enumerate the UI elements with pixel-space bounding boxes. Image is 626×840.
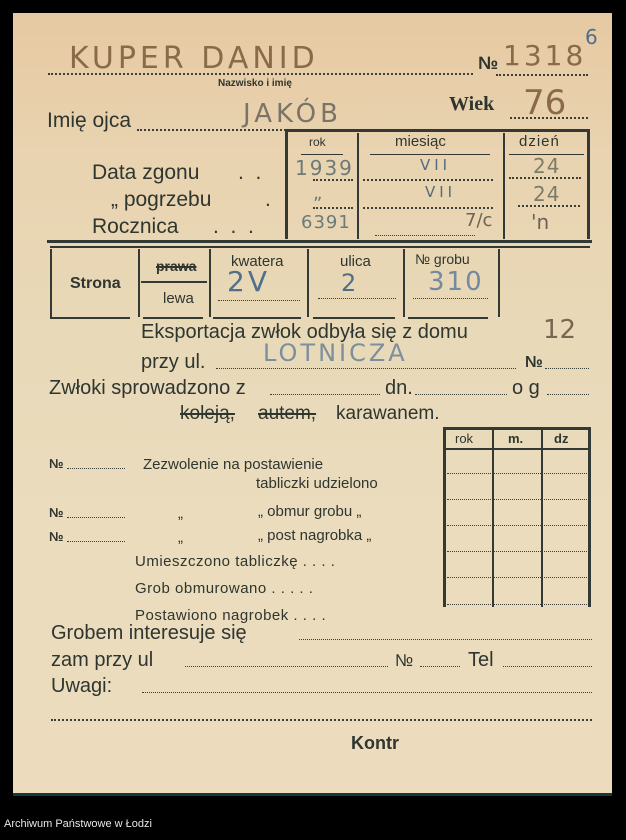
- permit-no-label: №: [49, 529, 64, 544]
- address-dotline: [185, 666, 388, 667]
- notes-label: Uwagi:: [51, 675, 113, 697]
- grave-no-value: 310: [428, 267, 484, 297]
- side-left: lewa: [163, 290, 194, 307]
- dates-col-divider-1: [357, 133, 359, 239]
- grave-col-line: [138, 249, 140, 317]
- side-divider: [141, 281, 207, 283]
- row-dotline: [313, 179, 353, 181]
- row-dotline: [375, 235, 475, 236]
- mini-col-m: m.: [508, 431, 524, 446]
- dots: . . .: [213, 215, 254, 238]
- hour-label: o g: [512, 377, 540, 399]
- grave-col-line: [209, 249, 211, 317]
- mini-header-line: [445, 448, 588, 450]
- dates-table-top: [285, 129, 590, 132]
- permit-text-a: Zezwolenie na postawienie: [143, 456, 324, 473]
- death-day: 24: [533, 154, 561, 178]
- mini-row-line: [447, 577, 587, 578]
- grave-table-bottom: [313, 317, 395, 319]
- mini-row-line: [447, 525, 587, 526]
- day-dotline: [415, 394, 507, 395]
- interested-dotline: [299, 639, 592, 640]
- permit-tomb-text: „ post nagrobka „: [258, 527, 372, 544]
- rok-underline: [301, 154, 343, 155]
- mini-col-line: [492, 429, 494, 607]
- age-label: Wiek: [449, 93, 495, 115]
- permit-no-dotline: [67, 517, 125, 518]
- row-dotline: [313, 207, 353, 209]
- age-value: 76: [523, 83, 567, 123]
- export-no-label: №: [525, 354, 543, 371]
- notes-dotline: [142, 692, 592, 693]
- notes-dotline-2: [51, 719, 592, 721]
- permit-no-dotline: [67, 468, 125, 469]
- mini-table-right: [588, 427, 591, 607]
- export-line: Eksportacja zwłok odbyła się z domu: [141, 321, 468, 343]
- anniversary-month: 7/c: [465, 210, 493, 231]
- quarter-label: kwatera: [231, 253, 284, 270]
- dates-table-bottom: [47, 240, 592, 243]
- father-label: Imię ojca: [47, 109, 132, 132]
- grave-table-top: [50, 246, 590, 248]
- grave-no-dotline: [413, 298, 488, 299]
- transport-label: Zwłoki sprowadzono z: [49, 377, 246, 399]
- contact-no-label: №: [395, 651, 414, 670]
- day-label: dn.: [385, 377, 413, 399]
- tel-dotline: [503, 666, 592, 667]
- name-handwritten: KUPER DANID: [69, 41, 319, 76]
- mini-table-top: [443, 427, 591, 430]
- name-dotline: [48, 73, 473, 75]
- tel-label: Tel: [468, 649, 494, 671]
- row-dotline: [363, 207, 493, 209]
- grave-col-line: [403, 249, 405, 317]
- mini-col-dz: dz: [554, 431, 569, 446]
- death-record-card: [13, 13, 612, 796]
- mini-col-rok: rok: [455, 431, 474, 446]
- permit-text-b: tabliczki udzielono: [256, 475, 378, 492]
- burial-month: VII: [425, 183, 457, 201]
- burial-year: „: [313, 183, 327, 204]
- ditto-mark: „: [178, 505, 183, 522]
- mode-car-struck: autem,: [258, 403, 317, 424]
- ditto-mark: „: [178, 529, 183, 546]
- street-dotline: [216, 368, 516, 369]
- mini-row-line: [447, 551, 587, 552]
- number-dotline: [496, 74, 588, 76]
- permit-no-label: №: [49, 505, 64, 520]
- export-no-dotline: [545, 368, 589, 369]
- anniversary-day: 'n: [531, 210, 550, 234]
- control-label: Kontr: [351, 733, 399, 753]
- mini-row-line: [447, 499, 587, 500]
- grave-table-bottom: [50, 317, 130, 319]
- dots: . .: [238, 161, 262, 184]
- anniversary-year: 6391: [301, 212, 351, 233]
- street-prefix: przy ul.: [141, 351, 206, 373]
- mini-row-line: [447, 473, 587, 474]
- grave-col-line: [498, 249, 500, 317]
- mode-rail-struck: koleją,: [180, 403, 235, 424]
- mini-row-line: [447, 604, 587, 605]
- hour-dotline: [547, 394, 589, 395]
- status-plaque: Umieszczono tabliczkę . . . .: [135, 553, 336, 570]
- archive-caption: Archiwum Państwowe w Łodzi: [4, 818, 152, 830]
- mini-col-line: [541, 429, 543, 607]
- quarter-value: 2V: [227, 265, 270, 298]
- grave-table-bottom: [213, 317, 301, 319]
- father-value: JAKÓB: [243, 99, 342, 129]
- house-no-value: 12: [543, 315, 577, 345]
- age-dotline: [510, 117, 588, 119]
- mode-hearse: karawanem.: [336, 403, 440, 424]
- dots: .: [265, 188, 271, 211]
- interested-label: Grobem interesuje się: [51, 622, 247, 644]
- permit-no-dotline: [67, 541, 125, 542]
- permit-no-label: №: [49, 456, 64, 471]
- row-dotline: [363, 179, 493, 181]
- row-label-anniversary: Rocznica: [92, 215, 179, 238]
- col-miesiac: miesiąc: [395, 133, 446, 150]
- dates-table-left: [285, 129, 288, 239]
- number-value: 1318: [503, 39, 587, 72]
- dates-table-right: [587, 129, 590, 239]
- grave-no-label: № grobu: [415, 251, 470, 267]
- street-dotline: [318, 298, 396, 299]
- side-right-struck: prawa: [156, 258, 197, 274]
- name-label: Nazwisko i imię: [218, 78, 292, 89]
- transport-dotline: [270, 394, 380, 395]
- dates-col-divider-2: [503, 133, 505, 239]
- row-dotline: [509, 177, 581, 179]
- permit-wall-text: „ obmur grobu „: [258, 503, 362, 520]
- grave-col-line: [307, 249, 309, 317]
- export-street-value: LOTNICZA: [263, 339, 408, 367]
- side-label: Strona: [70, 275, 121, 292]
- grave-table-bottom: [408, 317, 488, 319]
- col-dzien: dzień: [519, 133, 560, 150]
- number-label: №: [478, 53, 499, 73]
- street-value: 2: [341, 269, 361, 297]
- contact-no-dotline: [420, 666, 460, 667]
- row-label-burial: „ pogrzebu: [111, 188, 212, 211]
- number-superscript: 6: [585, 25, 602, 49]
- status-wall: Grob obmurowano . . . . .: [135, 580, 314, 597]
- mini-table-left: [443, 427, 446, 607]
- grave-table-bottom: [143, 317, 203, 319]
- street-label: ulica: [340, 253, 371, 270]
- status-tomb: Postawiono nagrobek . . . .: [135, 607, 327, 624]
- row-dotline: [518, 205, 580, 207]
- death-year: 1939: [295, 156, 354, 180]
- col-rok: rok: [309, 135, 326, 149]
- row-label-death: Data zgonu: [92, 161, 200, 184]
- grave-col-line: [50, 249, 52, 317]
- miesiac-underline: [370, 154, 490, 155]
- quarter-dotline: [218, 300, 300, 301]
- address-label: zam przy ul: [51, 649, 154, 671]
- burial-day: 24: [533, 182, 561, 206]
- death-month: VII: [420, 156, 452, 174]
